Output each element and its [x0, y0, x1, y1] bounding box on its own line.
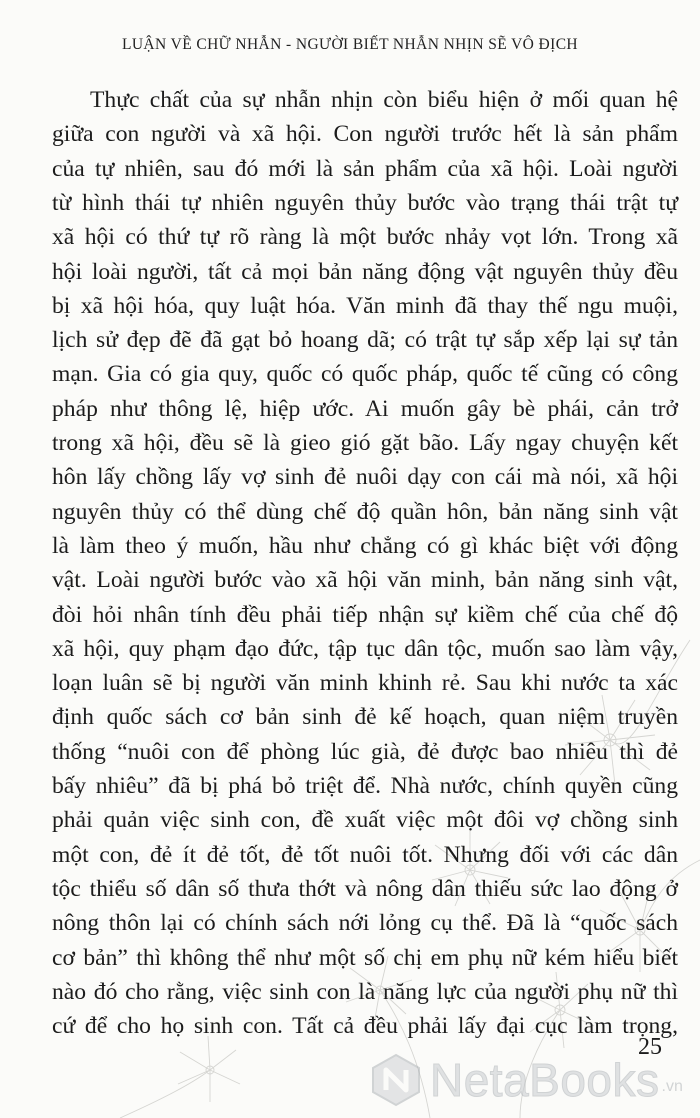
- text-line: xã hội, quy phạm đạo đức, tập tục dân tộc, muốn sao làm vậy,: [52, 635, 678, 662]
- text-line: mạn. Gia có gia quy, quốc có quốc pháp, quốc tế cũng có công: [52, 361, 678, 388]
- netabooks-logo-icon: [368, 1052, 424, 1108]
- watermark-suffix: .vn: [661, 1078, 683, 1095]
- text-line: cơ bản” thì không thể như một số chị em phụ nữ kém hiểu biết: [52, 944, 678, 971]
- text-line: một con, đẻ ít đẻ tốt, đẻ tốt nuôi tốt. Nhưng đối với các dân: [52, 841, 678, 868]
- text-line: hội loài người, tất cả mọi bản năng động vật nguyên thủy đều: [52, 258, 678, 285]
- text-line: nguyên thủy có thể dùng chế độ quần hôn, bản năng sinh vật: [52, 498, 678, 525]
- watermark-brand: NetaBooks: [430, 1054, 660, 1106]
- text-line: bị xã hội hóa, quy luật hóa. Văn minh đã thay thế ngu muội,: [52, 292, 678, 319]
- text-line: thống “nuôi con để phòng lúc già, đẻ được bao nhiêu thì đẻ: [52, 738, 678, 765]
- text-line: hôn lấy chồng lấy vợ sinh đẻ nuôi dạy con cái mà nói, xã hội: [52, 464, 678, 491]
- text-line: cứ để cho họ sinh con. Tất cả đều phải lấy đại cục làm trọng,: [52, 1013, 678, 1040]
- text-line: là làm theo ý muốn, hầu như chẳng có gì khác biệt với động: [52, 532, 678, 559]
- text-line: phải quản việc sinh con, đề xuất việc một đôi vợ chồng sinh: [52, 807, 678, 834]
- text-line: loạn luân sẽ bị người văn minh khinh rẻ. Sau khi nước ta xác: [52, 670, 678, 697]
- text-line: bấy nhiêu” đã bị phá bỏ triệt để. Nhà nước, chính quyền cũng: [52, 773, 678, 799]
- text-line: vật. Loài người bước vào xã hội văn minh, bản năng sinh vật,: [52, 567, 678, 594]
- text-line: trong xã hội, đều sẽ là gieo gió gặt bão. Lấy ngay chuyện kết: [52, 430, 678, 456]
- text-line: nào đó cho rằng, việc sinh con là năng lực của người phụ nữ thì: [52, 978, 678, 1005]
- text-line: nông thôn lại có chính sách nới lỏng cụ thể. Đã là “quốc sách: [52, 910, 678, 937]
- text-line: tộc thiểu số dân số thưa thớt và nông dân thiếu sức lao động ở: [52, 875, 678, 902]
- text-line: định quốc sách cơ bản sinh đẻ kế hoạch, quan niệm truyền: [52, 704, 678, 731]
- text-line: đòi hỏi nhân tính đều phải tiếp nhận sự kiềm chế của chế độ: [52, 601, 678, 628]
- text-line: Thực chất của sự nhẫn nhịn còn biểu hiện ở mối quan hệ: [90, 87, 678, 113]
- text-line: xã hội có thứ tự rõ ràng là một bước nhảy vọt lớn. Trong xã: [52, 224, 678, 251]
- text-line: của tự nhiên, sau đó mới là sản phẩm của xã hội. Loài người: [52, 155, 678, 182]
- text-line: giữa con người và xã hội. Con người trước hết là sản phẩm: [52, 121, 678, 148]
- running-header: LUẬN VỀ CHỮ NHẪN - NGƯỜI BIẾT NHẪN NHỊN SẼ VÔ ĐỊCH: [121, 36, 579, 53]
- watermark: [368, 1050, 683, 1110]
- text-line: lịch sử đẹp đẽ đã gạt bỏ hoang dã; có trật tự sắp xếp lại sự tản: [52, 327, 678, 354]
- text-line: từ hình thái tự nhiên nguyên thủy bước vào trạng thái trật tự: [52, 189, 678, 216]
- text-line: pháp như thông lệ, hiệp ước. Ai muốn gây bè phái, cản trở: [52, 395, 678, 422]
- page-number: 25: [638, 1034, 662, 1060]
